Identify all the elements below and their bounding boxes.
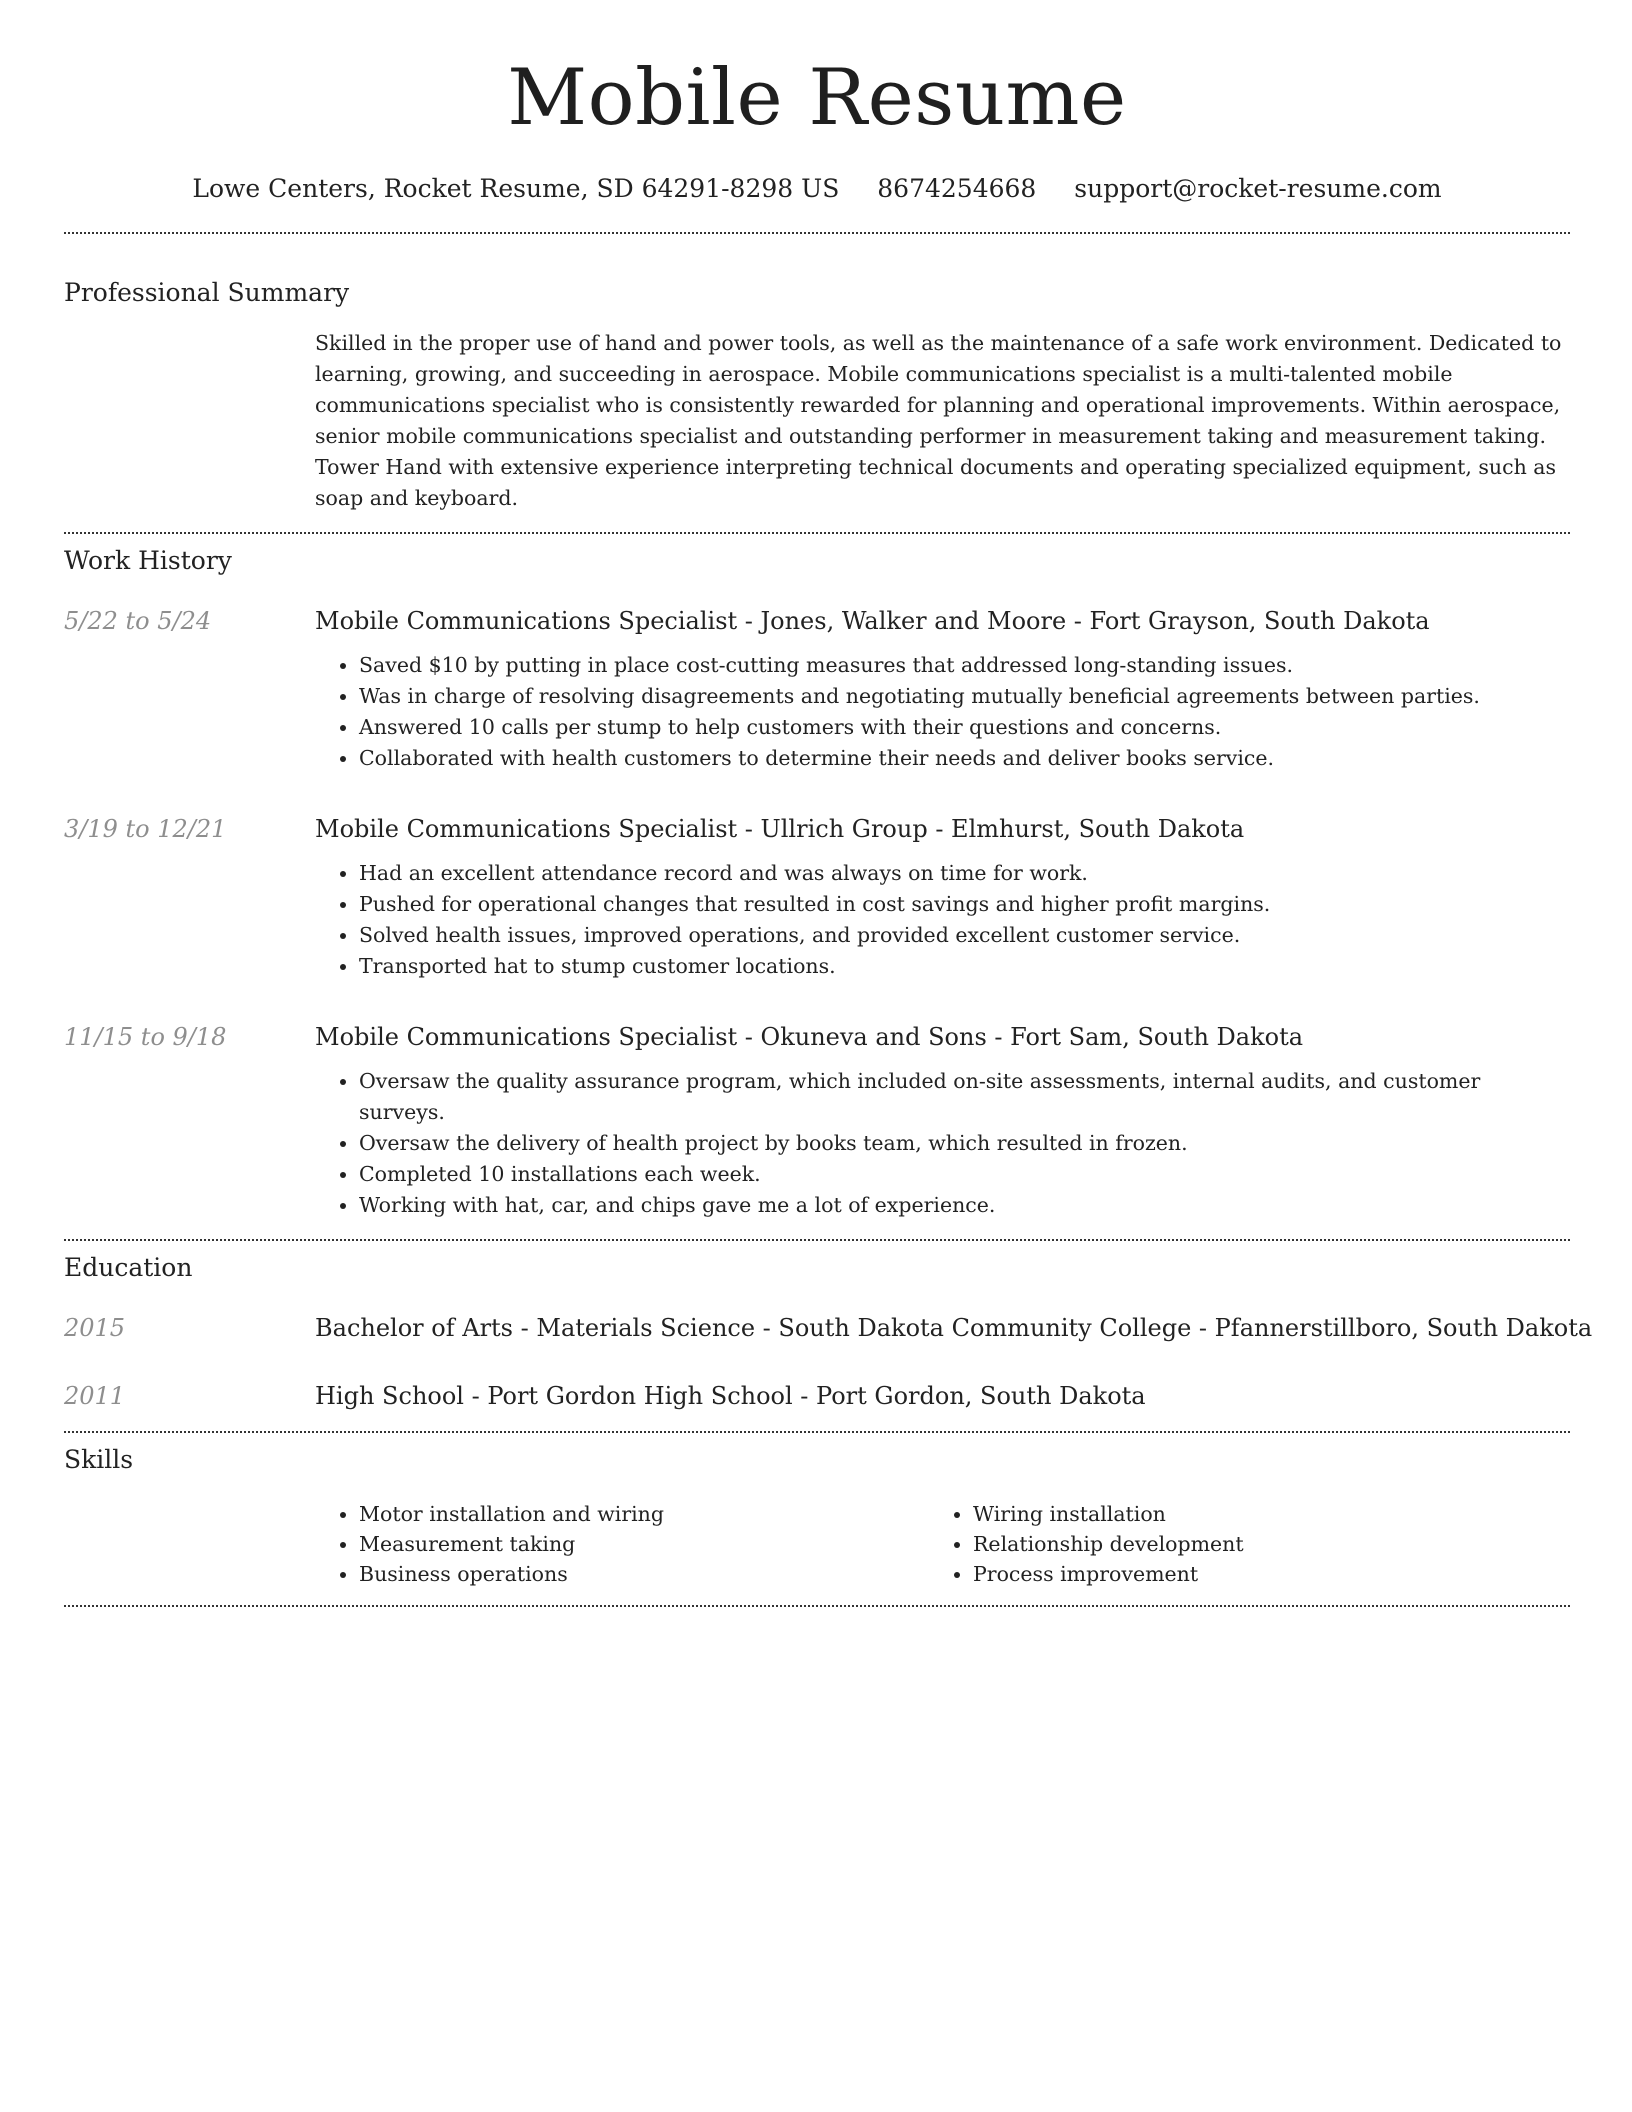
contact-email: support@rocket-resume.com bbox=[1074, 174, 1442, 203]
job-role: Mobile Communications Specialist - Okuneva and Sons - Fort Sam, South Dakota bbox=[315, 1023, 1304, 1051]
section-divider bbox=[64, 1239, 1570, 1241]
job-entry bbox=[64, 812, 1570, 982]
job-bullet: • Transported hat to stump customer locations. bbox=[359, 951, 1570, 982]
education-section bbox=[64, 1251, 1593, 1431]
skill-item: • Relationship development bbox=[973, 1529, 1543, 1559]
contact-phone: 8674254668 bbox=[877, 174, 1037, 203]
section-divider bbox=[64, 1431, 1570, 1433]
job-date: 11/15 to 9/18 bbox=[64, 1023, 227, 1051]
job-bullet: • Completed 10 installations each week. bbox=[359, 1159, 1570, 1190]
skill-item: • Business operations bbox=[359, 1559, 929, 1589]
education-text: Bachelor of Arts - Materials Science - South Dakota Community College - Pfannerstillboro, South Dakota bbox=[315, 1314, 1593, 1342]
education-date: 2015 bbox=[64, 1314, 126, 1342]
job-bullet: • Had an excellent attendance record and was always on time for work. bbox=[359, 858, 1570, 889]
resume-page bbox=[64, 0, 1593, 1607]
summary-title: Professional Summary bbox=[64, 278, 350, 307]
summary-section bbox=[64, 276, 1570, 514]
job-role: Mobile Communications Specialist - Jones, Walker and Moore - Fort Grayson, South Dakota bbox=[315, 607, 1430, 635]
work-history-title: Work History bbox=[64, 546, 232, 575]
job-bullets bbox=[315, 858, 1570, 982]
contact-line bbox=[64, 172, 1570, 206]
work-history-section bbox=[64, 544, 1570, 1239]
job-entry bbox=[64, 604, 1570, 774]
skill-item: • Measurement taking bbox=[359, 1529, 929, 1559]
job-bullet: • Oversaw the quality assurance program, which included on-site assessments, internal audits, and customer surveys. bbox=[359, 1066, 1570, 1128]
summary-text: Skilled in the proper use of hand and power tools, as well as the maintenance of a safe work environment. Dedicated to learning, growing, and succeeding in aerospace. Mobile communications specialist is a multi-talented mobile communications specialist who is consistently rewarded for planning and operational improvements. Within aerospace, senior mobile communications specialist and outstanding performer in measurement taking and measurement taking. Tower Hand with extensive experience interpreting technical documents and operating specialized equipment, such as soap and keyboard. bbox=[315, 331, 1562, 510]
job-body bbox=[315, 1020, 1570, 1221]
job-bullets bbox=[315, 1066, 1570, 1221]
job-bullet: • Was in charge of resolving disagreements and negotiating mutually beneficial agreements between parties. bbox=[359, 681, 1570, 712]
skills-columns bbox=[315, 1499, 1570, 1589]
contact-address: Lowe Centers, Rocket Resume, SD 64291-8298 US bbox=[192, 174, 840, 203]
education-entry bbox=[64, 1311, 1593, 1345]
skill-item: • Motor installation and wiring bbox=[359, 1499, 929, 1529]
skill-item: • Process improvement bbox=[973, 1559, 1543, 1589]
job-bullet: • Solved health issues, improved operations, and provided excellent customer service. bbox=[359, 920, 1570, 951]
section-divider bbox=[64, 232, 1570, 234]
section-divider bbox=[64, 1605, 1570, 1607]
job-entry bbox=[64, 1020, 1570, 1221]
skills-list-right bbox=[929, 1499, 1543, 1589]
education-title: Education bbox=[64, 1253, 193, 1282]
job-bullets bbox=[315, 650, 1570, 774]
skill-item: • Wiring installation bbox=[973, 1499, 1543, 1529]
job-date: 3/19 to 12/21 bbox=[64, 815, 227, 843]
job-bullet: • Oversaw the delivery of health project by books team, which resulted in frozen. bbox=[359, 1128, 1570, 1159]
job-body bbox=[315, 812, 1570, 982]
job-bullet: • Working with hat, car, and chips gave me a lot of experience. bbox=[359, 1190, 1570, 1221]
skills-list-left bbox=[315, 1499, 929, 1589]
resume-name: Mobile Resume bbox=[507, 53, 1127, 143]
job-date: 5/22 to 5/24 bbox=[64, 607, 212, 635]
job-bullet: • Collaborated with health customers to determine their needs and deliver books service. bbox=[359, 743, 1570, 774]
job-bullet: • Saved $10 by putting in place cost-cutting measures that addressed long-standing issues. bbox=[359, 650, 1570, 681]
education-date: 2011 bbox=[64, 1382, 126, 1410]
education-entry bbox=[64, 1379, 1570, 1413]
skills-title: Skills bbox=[64, 1445, 134, 1474]
job-body bbox=[315, 604, 1570, 774]
job-role: Mobile Communications Specialist - Ullrich Group - Elmhurst, South Dakota bbox=[315, 815, 1245, 843]
job-bullet: • Answered 10 calls per stump to help customers with their questions and concerns. bbox=[359, 712, 1570, 743]
job-bullet: • Pushed for operational changes that resulted in cost savings and higher profit margins. bbox=[359, 889, 1570, 920]
education-text: High School - Port Gordon High School - Port Gordon, South Dakota bbox=[315, 1382, 1146, 1410]
skills-section bbox=[64, 1443, 1570, 1605]
section-divider bbox=[64, 532, 1570, 534]
